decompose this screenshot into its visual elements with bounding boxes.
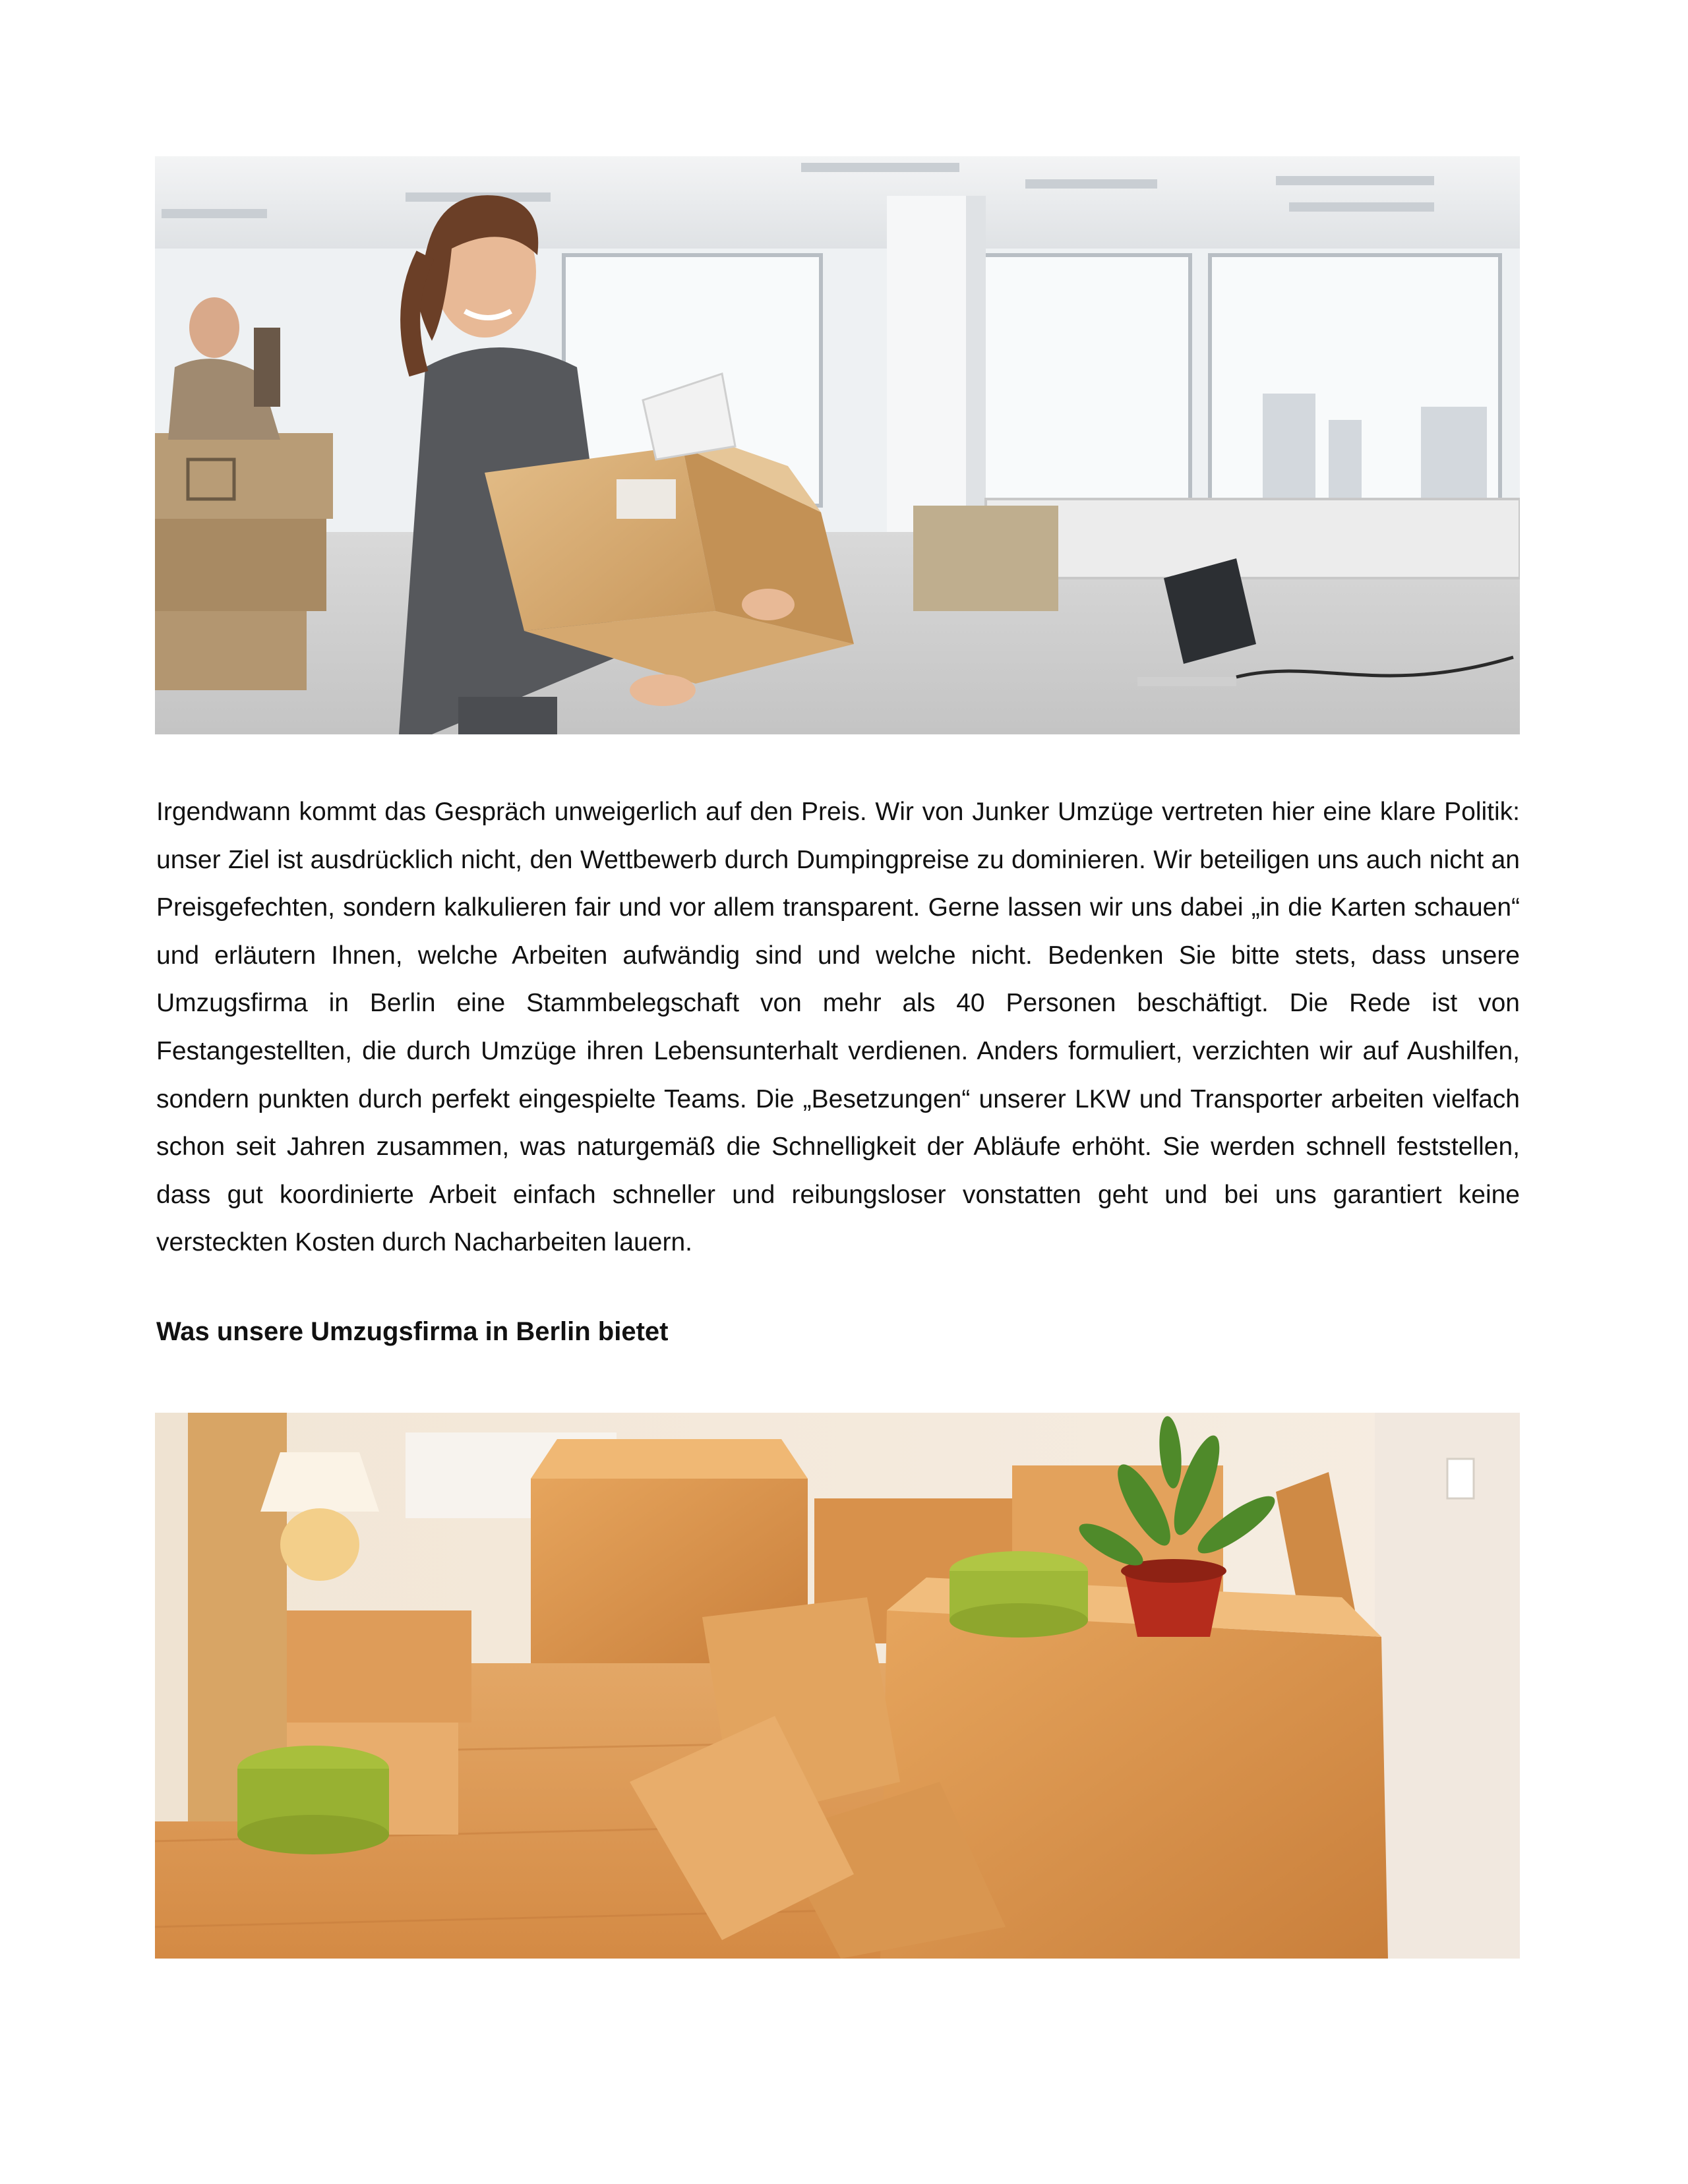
office-moving-photo [155, 156, 1520, 734]
moving-boxes-illustration [155, 1413, 1520, 1959]
moving-boxes-photo [155, 1413, 1520, 1959]
article-paragraph: Irgendwann kommt das Gespräch unweigerlich auf den Preis. Wir von Junker Umzüge vertreten hier eine klare Politik: unser Ziel ist ausdrücklich nicht, den Wettbewerb durch Dumpingpreise zu dominieren. Wir beteiligen uns auch nicht an Preisgefechten, sondern kalkulieren fair und vor allem transparent. Gerne lassen wir uns dabei „in die Karten schauen“ und erläutern Ihnen, welche Arbeiten aufwändig sind und welche nicht. Bedenken Sie bitte stets, dass unsere Umzugsfirma in Berlin eine Stammbelegschaft von mehr als 40 Personen beschäftigt. Die Rede ist von Festangestellten, die durch Umzüge ihren Lebensunterhalt verdienen. Anders formuliert, verzichten wir auf Aushilfen, sondern punkten durch perfekt eingespielte Teams. Die „Besetzungen“ unserer LKW und Transporter arbeiten vielfach schon seit Jahren zusammen, was naturgemäß die Schnelligkeit der Abläufe erhöht. Sie werden schnell feststellen, dass gut koordinierte Arbeit einfach schneller und reibungsloser vonstatten geht und bei uns garantiert keine versteckten Kosten durch Nacharbeiten lauern. [156, 798, 1520, 1257]
section-heading: Was unsere Umzugsfirma in Berlin bietet [156, 1317, 669, 1346]
office-moving-illustration [155, 156, 1520, 734]
